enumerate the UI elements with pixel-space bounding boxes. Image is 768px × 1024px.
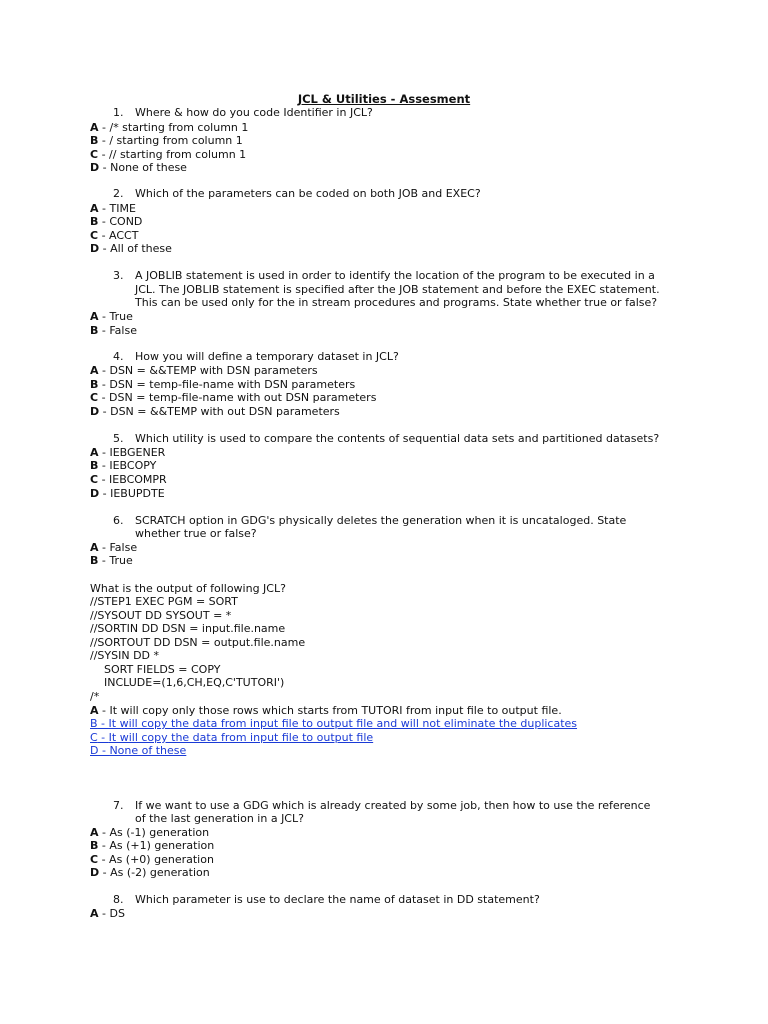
question-text: If we want to use a GDG which is already created by some job, then how to use the reference xyxy=(135,799,651,812)
option-letter: B xyxy=(90,215,99,228)
option-6a xyxy=(90,541,137,554)
option-letter: B xyxy=(90,378,99,391)
option-text: TIME xyxy=(109,202,136,215)
option-text: As (+0) generation xyxy=(109,853,214,866)
option-sep: - xyxy=(98,459,110,472)
question-2 xyxy=(113,187,481,201)
jcl-code-line: //STEP1 EXEC PGM = SORT xyxy=(90,595,238,608)
question-3 xyxy=(113,269,655,283)
jcl-code-line: SORT FIELDS = COPY xyxy=(90,663,221,676)
question-text: Where & how do you code Identifier in JCL? xyxy=(135,106,373,119)
option-sep: - xyxy=(98,378,110,391)
option-text: / starting from column 1 xyxy=(109,134,243,147)
option-sep: - xyxy=(99,161,111,174)
option-text: False xyxy=(109,541,138,554)
option-sep: - xyxy=(98,554,110,567)
option-6b xyxy=(90,554,133,567)
option-1c xyxy=(90,148,246,161)
jcl-code-line: //SORTOUT DD DSN = output.file.name xyxy=(90,636,306,649)
option-letter: D xyxy=(90,866,100,879)
option-letter: A xyxy=(90,446,99,459)
option-sep: - xyxy=(98,853,110,866)
question-3-line-3: This can be used only for the in stream procedures and programs. State whether true or false? xyxy=(135,296,658,309)
option-letter: A xyxy=(90,364,99,377)
option-sep: - xyxy=(98,541,110,554)
option-sep: - xyxy=(98,744,110,757)
option-text: It will copy the data from input file to output file xyxy=(108,731,374,744)
option-text: DSN = temp-file-name with out DSN parameters xyxy=(109,391,377,404)
option-sep: - xyxy=(98,364,110,377)
option-text: It will copy only those rows which starts from TUTORI from input file to output file. xyxy=(109,704,562,717)
option-letter: A xyxy=(90,310,99,323)
option-letter: C xyxy=(90,473,99,486)
option-8a xyxy=(90,907,125,920)
option-letter: A xyxy=(90,704,99,717)
option-letter: B xyxy=(90,134,99,147)
option-text: It will copy the data from input file to output file and will not eliminate the duplicates xyxy=(108,717,578,730)
option-2d xyxy=(90,242,172,255)
option-sep: - xyxy=(99,866,111,879)
option-4a xyxy=(90,364,318,377)
option-letter: B xyxy=(90,459,99,472)
option-sep: - xyxy=(98,839,110,852)
option-1a xyxy=(90,121,248,134)
option-sep: - xyxy=(98,324,110,337)
option-3b xyxy=(90,324,137,337)
option-text: IEBCOPY xyxy=(109,459,157,472)
option-sep: - xyxy=(98,391,110,404)
option-sep: - xyxy=(98,215,110,228)
option-4d xyxy=(90,405,340,418)
option-text: IEBUPDTE xyxy=(110,487,165,500)
question-text: A JOBLIB statement is used in order to identify the location of the program to be executed in a xyxy=(135,269,655,282)
option-text: True xyxy=(109,310,133,323)
option-letter: A xyxy=(90,202,99,215)
jcl-code-line: //SYSOUT DD SYSOUT = * xyxy=(90,609,232,622)
document-title: JCL & Utilities - Assesment xyxy=(297,92,471,106)
option-text: As (+1) generation xyxy=(109,839,215,852)
option-sep: - xyxy=(98,148,110,161)
jcl-question-intro: What is the output of following JCL? xyxy=(90,582,286,595)
jcl-code-line: //SYSIN DD * xyxy=(90,649,160,662)
question-text: How you will define a temporary dataset in JCL? xyxy=(135,350,399,363)
question-text: Which utility is used to compare the contents of sequential data sets and partitioned datasets? xyxy=(135,432,660,445)
option-letter: B xyxy=(90,554,99,567)
option-sep: - xyxy=(98,446,110,459)
option-text: ACCT xyxy=(109,229,139,242)
option-sep: - xyxy=(98,310,110,323)
question-number: 6. xyxy=(113,514,124,527)
option-jcl-b-link[interactable] xyxy=(90,717,577,730)
option-letter: D xyxy=(90,242,100,255)
question-number: 4. xyxy=(113,350,124,363)
option-letter: D xyxy=(90,161,100,174)
question-4 xyxy=(113,350,399,364)
option-letter: C xyxy=(90,853,99,866)
option-letter: A xyxy=(90,121,99,134)
question-text: SCRATCH option in GDG's physically deletes the generation when it is uncataloged. State xyxy=(135,514,627,527)
option-text: None of these xyxy=(109,744,187,757)
option-5d xyxy=(90,487,165,500)
option-letter: C xyxy=(90,391,99,404)
option-letter: C xyxy=(90,148,99,161)
option-jcl-a xyxy=(90,704,562,717)
question-number: 7. xyxy=(113,799,124,812)
option-sep: - xyxy=(97,717,109,730)
option-text: DSN = &&TEMP with out DSN parameters xyxy=(110,405,340,418)
option-sep: - xyxy=(98,473,110,486)
option-sep: - xyxy=(98,907,110,920)
question-6-line-2: whether true or false? xyxy=(135,527,257,540)
option-text: False xyxy=(109,324,137,337)
question-text: Which of the parameters can be coded on both JOB and EXEC? xyxy=(135,187,481,200)
option-letter: D xyxy=(90,744,99,757)
question-7 xyxy=(113,799,650,813)
option-letter: D xyxy=(90,487,100,500)
option-sep: - xyxy=(99,487,111,500)
option-letter: A xyxy=(90,907,99,920)
option-text: All of these xyxy=(110,242,172,255)
question-1 xyxy=(113,106,373,120)
option-sep: - xyxy=(99,242,111,255)
option-text: IEBCOMPR xyxy=(109,473,167,486)
option-7d xyxy=(90,866,210,879)
option-letter: A xyxy=(90,541,99,554)
option-text: /* starting from column 1 xyxy=(109,121,249,134)
option-sep: - xyxy=(97,731,109,744)
option-jcl-d-link[interactable] xyxy=(90,744,186,757)
question-text: Which parameter is use to declare the name of dataset in DD statement? xyxy=(135,893,540,906)
option-7b xyxy=(90,839,214,852)
question-number: 5. xyxy=(113,432,124,445)
question-3-line-2: JCL. The JOBLIB statement is specified after the JOB statement and before the EXEC statement. xyxy=(135,283,660,296)
option-letter: B xyxy=(90,717,98,730)
option-sep: - xyxy=(98,202,110,215)
question-number: 8. xyxy=(113,893,124,906)
option-3a xyxy=(90,310,133,323)
question-number: 1. xyxy=(113,106,124,119)
option-sep: - xyxy=(98,826,110,839)
question-number: 2. xyxy=(113,187,124,200)
question-5 xyxy=(113,432,659,446)
option-jcl-c-link[interactable] xyxy=(90,731,373,744)
option-sep: - xyxy=(98,704,110,717)
option-text: None of these xyxy=(110,161,187,174)
question-number: 3. xyxy=(113,269,124,282)
option-text: DS xyxy=(109,907,125,920)
option-letter: B xyxy=(90,324,99,337)
option-2c xyxy=(90,229,138,242)
option-text: As (-2) generation xyxy=(110,866,210,879)
option-sep: - xyxy=(98,134,110,147)
option-text: // starting from column 1 xyxy=(109,148,247,161)
jcl-code-line: INCLUDE=(1,6,CH,EQ,C'TUTORI') xyxy=(90,676,285,689)
option-text: As (-1) generation xyxy=(109,826,210,839)
question-6 xyxy=(113,514,626,528)
option-4c xyxy=(90,391,376,404)
option-text: True xyxy=(109,554,133,567)
option-7a xyxy=(90,826,209,839)
option-text: COND xyxy=(109,215,143,228)
option-1b xyxy=(90,134,243,147)
option-7c xyxy=(90,853,214,866)
jcl-code-line: //SORTIN DD DSN = input.file.name xyxy=(90,622,286,635)
option-4b xyxy=(90,378,355,391)
option-2b xyxy=(90,215,142,228)
jcl-code-line: /* xyxy=(90,690,100,703)
option-sep: - xyxy=(98,121,110,134)
option-letter: D xyxy=(90,405,100,418)
option-sep: - xyxy=(98,229,110,242)
option-1d xyxy=(90,161,187,174)
option-letter: B xyxy=(90,839,99,852)
option-letter: C xyxy=(90,731,98,744)
option-text: IEBGENER xyxy=(109,446,166,459)
option-5c xyxy=(90,473,167,486)
question-8 xyxy=(113,893,540,907)
option-text: DSN = temp-file-name with DSN parameters xyxy=(109,378,356,391)
option-text: DSN = &&TEMP with DSN parameters xyxy=(109,364,318,377)
option-5b xyxy=(90,459,156,472)
option-letter: C xyxy=(90,229,99,242)
option-sep: - xyxy=(99,405,111,418)
question-7-line-2: of the last generation in a JCL? xyxy=(135,812,304,825)
option-2a xyxy=(90,202,136,215)
option-letter: A xyxy=(90,826,99,839)
option-5a xyxy=(90,446,165,459)
